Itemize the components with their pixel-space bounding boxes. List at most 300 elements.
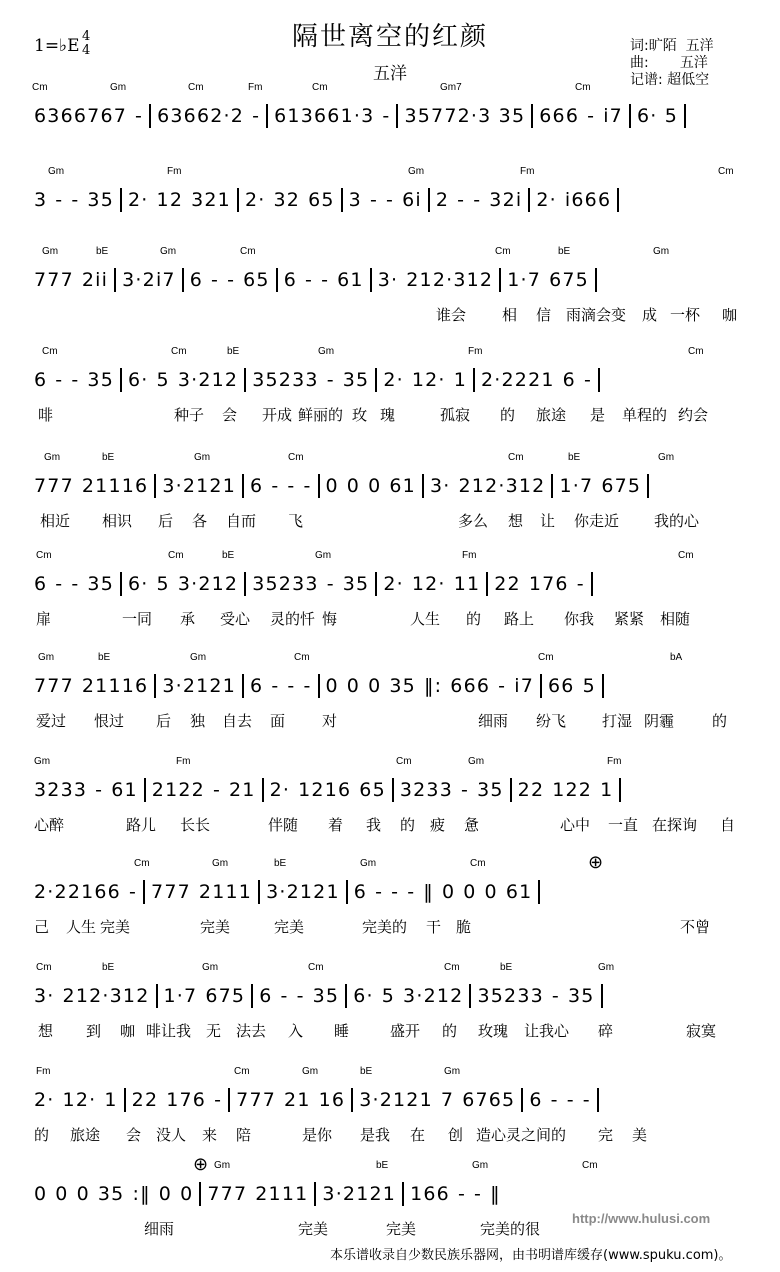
chord-symbol: Gm7 [440, 82, 462, 93]
note-group: - [214, 1088, 223, 1111]
note-group: 6366767 [34, 104, 128, 127]
lyric-line [30, 916, 750, 938]
coda-icon: ⊕ [588, 852, 604, 873]
lyric-word: 会 [126, 1126, 142, 1144]
note-group: - [576, 572, 585, 595]
note-group: 35 [97, 1182, 125, 1205]
singer-name: 五洋 [373, 64, 407, 84]
lyric-word: 多么 [458, 512, 489, 530]
lyric-word: 完美的 [362, 918, 408, 936]
note-group: 2111 [255, 1182, 309, 1205]
lyric-word: 飞 [288, 512, 304, 530]
chord-symbol: Cm [32, 82, 48, 93]
lyric-word: 美 [632, 1126, 648, 1144]
lyric-word: 干 [426, 918, 442, 936]
note-group: 666 [450, 674, 491, 697]
chord-symbol: Gm [653, 246, 670, 257]
note-group: 2·2221 [480, 368, 555, 391]
lyric-word: 会 [222, 406, 238, 424]
source-footer: 本乐谱收录自少数民族乐器网，由书明谱库缓存(www.spuku.com)。 [330, 1248, 732, 1263]
note-group: - [566, 1088, 575, 1111]
jianpu-notes [30, 1182, 750, 1212]
lyric-word: 后 [156, 712, 172, 730]
bar-line [242, 474, 244, 498]
note-group: 65 [359, 778, 386, 801]
coda-icon: ⊕ [193, 1154, 209, 1175]
note-group: 6· [128, 368, 149, 391]
lyric-word: 在 [410, 1126, 426, 1144]
lyric-word: 完美的很 [480, 1220, 541, 1238]
lyric-word: 相近 [40, 512, 71, 530]
lyric-line [30, 608, 750, 630]
chord-symbol: Cm [42, 346, 58, 357]
lyric-word: 承 [180, 610, 196, 628]
chord-symbol: Fm [248, 82, 263, 93]
chord-symbol: Fm [167, 166, 182, 177]
note-group: - [55, 368, 64, 391]
bar-line [551, 474, 553, 498]
lyric-word: 相识 [102, 512, 133, 530]
lyric-word: 心中 [560, 816, 591, 834]
lyric-word: 睡 [334, 1022, 350, 1040]
chord-symbol: Fm [176, 756, 191, 767]
bar-line [473, 368, 475, 392]
chord-symbol: Cm [575, 82, 591, 93]
bar-line [244, 572, 246, 596]
bar-line [156, 984, 158, 1008]
lyric-line [30, 140, 750, 162]
lyric-word: 的 [466, 610, 482, 628]
lyric-word: 受心 [220, 610, 251, 628]
note-group: 176 [528, 572, 569, 595]
note-group: 61 [337, 268, 364, 291]
bar-line [396, 104, 398, 128]
note-group: 3 [34, 188, 48, 211]
lyric-word: 信 [536, 306, 552, 324]
lyric-word: 人生 [66, 918, 97, 936]
bar-line [375, 572, 377, 596]
lyric-line [30, 224, 750, 246]
note-group: 5 [156, 572, 170, 595]
lyric-word: 的 [442, 1022, 458, 1040]
lyric-word: 法去 [236, 1022, 267, 1040]
note-group: - [128, 880, 138, 903]
note-group: 777 [34, 268, 74, 291]
note-group: 5 [582, 674, 596, 697]
chord-symbol: Fm [468, 346, 483, 357]
bar-line [154, 474, 156, 498]
note-group: 666 [539, 104, 580, 127]
lyric-word: 鲜丽的 [298, 406, 344, 424]
chord-symbol: Cm [240, 246, 256, 257]
note-group: 0 [484, 880, 498, 903]
note-group: - [583, 368, 593, 391]
note-group: - [461, 778, 470, 801]
lyric-word: 想 [38, 1022, 54, 1040]
bar-line [114, 268, 116, 292]
bar-line [199, 1182, 201, 1206]
note-group: 1·7 [559, 474, 594, 497]
chord-symbol: Gm [48, 166, 65, 177]
lyric-word: 独 [190, 712, 206, 730]
bar-line [120, 572, 122, 596]
chord-symbol: bE [558, 246, 571, 257]
chord-symbol: bA [670, 652, 683, 663]
note-group: 16 [318, 1088, 346, 1111]
note-group: 3·212 [177, 572, 239, 595]
bar-line [144, 778, 146, 802]
lyric-word: 面 [270, 712, 286, 730]
bar-line [124, 1088, 126, 1112]
lyric-word: 扉 [36, 610, 52, 628]
note-group: - [550, 1088, 559, 1111]
chord-symbol: Gm [468, 756, 485, 767]
chord-line [30, 858, 750, 874]
note-group: - [95, 778, 104, 801]
lyric-word: 陪 [236, 1126, 252, 1144]
lyric-word: 细雨 [478, 712, 509, 730]
chord-line [30, 246, 750, 262]
note-group: 7 [440, 1088, 455, 1111]
bar-line [154, 674, 156, 698]
note-group: ‖: [423, 674, 443, 697]
bar-line [510, 778, 512, 802]
note-group: 35 [389, 674, 416, 697]
note-group: 35 [477, 778, 504, 801]
chord-symbol: bE [568, 452, 581, 463]
note-group: 2111 [198, 880, 253, 903]
chord-symbol: bE [102, 962, 115, 973]
chord-symbol: Cm [288, 452, 304, 463]
chord-symbol: Fm [36, 1066, 51, 1077]
lyric-word: 你我 [564, 610, 595, 628]
chord-line [30, 1066, 750, 1082]
chord-symbol: Gm [315, 550, 332, 561]
key-signature: 1=♭E [34, 36, 80, 56]
note-group: - [498, 674, 507, 697]
chord-symbol: Gm [360, 858, 377, 869]
chord-symbol: Cm [470, 858, 486, 869]
note-group: 0 [368, 674, 382, 697]
lyric-word: 没人 [156, 1126, 187, 1144]
lyric-word: 完美 [386, 1220, 417, 1238]
note-group: - [271, 474, 280, 497]
chord-line [30, 1160, 750, 1176]
lyric-word: 入 [288, 1022, 304, 1040]
bar-line [597, 1088, 599, 1112]
note-group: 6 [283, 268, 298, 291]
chord-line [30, 346, 750, 362]
note-group: 122 [552, 778, 593, 801]
lyric-word: 成 [642, 306, 658, 324]
note-group: 6 [250, 674, 264, 697]
note-group: 0 [55, 1182, 69, 1205]
chord-symbol: Gm [44, 452, 61, 463]
note-group: 6 [353, 880, 368, 903]
chord-symbol: Gm [202, 962, 219, 973]
note-group: - [212, 778, 222, 801]
bar-line [486, 572, 488, 596]
note-group: 0 [463, 880, 477, 903]
note-group: 6· [353, 984, 374, 1007]
note-group: 3· [377, 268, 399, 291]
bar-line [392, 778, 394, 802]
note-group: 3·2121 [162, 474, 237, 497]
bar-line [182, 268, 184, 292]
note-group: - [305, 268, 314, 291]
note-group: - [71, 368, 80, 391]
lyric-word: 是 [590, 406, 606, 424]
note-group: 35 [342, 572, 370, 595]
note-group: ‖ [490, 1182, 501, 1205]
lyric-word: 一杯 [670, 306, 701, 324]
lyric-word: 自去 [222, 712, 253, 730]
lyric-line [30, 710, 750, 732]
lyric-word: 造心灵之间的 [476, 1126, 567, 1144]
chord-symbol: Fm [520, 166, 535, 177]
chord-line [30, 82, 750, 98]
lyric-word: 谁会 [436, 306, 467, 324]
lyric-word: 完美 [298, 1220, 329, 1238]
note-group: 35 [312, 984, 340, 1007]
note-group: - [211, 268, 220, 291]
note-group: 2· [383, 368, 404, 391]
note-group: - [271, 674, 280, 697]
lyric-word: 来 [202, 1126, 218, 1144]
bar-line [629, 104, 631, 128]
note-group: 0 [158, 1182, 173, 1205]
note-group: - [326, 368, 335, 391]
lyric-word: 咖 [722, 306, 738, 324]
chord-symbol: Gm [194, 452, 211, 463]
bar-line [341, 188, 343, 212]
note-group: 675 [549, 268, 589, 291]
note-group: 3· [34, 984, 55, 1007]
lyric-word: 自而 [226, 512, 257, 530]
time-signature-bottom: 4 [82, 43, 91, 58]
chord-symbol: Cm [396, 756, 412, 767]
note-group: 1 [453, 368, 467, 391]
chord-line [30, 166, 750, 182]
lyric-word: 完美 [200, 918, 231, 936]
lyric-word: 紧紧 [614, 610, 645, 628]
note-group: - [386, 188, 395, 211]
lyric-word: 是你 [302, 1126, 333, 1144]
chord-symbol: Gm [598, 962, 615, 973]
note-group: - [369, 188, 379, 211]
lyric-word: 不曾 [680, 918, 711, 936]
lyric-word: 完美 [274, 918, 305, 936]
lyric-line [30, 1124, 750, 1146]
lyric-word: 完美 [100, 918, 131, 936]
chord-symbol: bE [222, 550, 235, 561]
note-group: 2· [269, 778, 291, 801]
note-group: 35 [342, 368, 370, 391]
note-group: 675 [205, 984, 246, 1007]
note-group: i7 [603, 104, 623, 127]
lyric-word: 的 [500, 406, 516, 424]
lyric-word: 打湿 [602, 712, 633, 730]
chord-symbol: Fm [607, 756, 622, 767]
note-group: 2· [34, 1088, 55, 1111]
note-group: 2· [536, 188, 557, 211]
lyric-word: 自 [720, 816, 736, 834]
note-group: 777 [151, 880, 191, 903]
bar-line [538, 880, 540, 904]
note-group: 6· [128, 572, 149, 595]
bar-line [143, 880, 145, 904]
note-group: 65 [243, 268, 270, 291]
jianpu-notes [30, 104, 750, 134]
lyric-word: 单程的 [622, 406, 668, 424]
bar-line [617, 188, 619, 212]
bar-line [428, 188, 430, 212]
note-group: - [473, 188, 482, 211]
bar-line [318, 474, 320, 498]
note-group: 5 [156, 368, 170, 391]
time-signature-top: 4 [82, 29, 91, 44]
note-group: 777 [34, 674, 74, 697]
note-group: 0 [441, 880, 456, 903]
note-group: - [321, 268, 330, 291]
note-group: 6765 [462, 1088, 516, 1111]
lyric-line [30, 510, 750, 532]
note-group: 0 [34, 1182, 48, 1205]
note-group: 12· [411, 368, 446, 391]
note-group: 1216 [298, 778, 352, 801]
lyric-word: 完 [598, 1126, 614, 1144]
note-group: 61 [111, 778, 138, 801]
song-title: 隔世离空的红颜 [291, 22, 488, 52]
credits: 词:旷陌 五洋 曲: 五洋 记谱: 超低空 [630, 38, 714, 88]
lyric-word: 细雨 [144, 1220, 175, 1238]
note-group: 21 [284, 1088, 311, 1111]
bar-line [251, 984, 253, 1008]
lyric-word: 疲 [430, 816, 446, 834]
note-group: 35 [87, 572, 114, 595]
note-group: 0 [325, 474, 339, 497]
chord-symbol: Cm [312, 82, 328, 93]
note-group: 3233 [34, 778, 88, 801]
note-group: 321 [191, 188, 231, 211]
lyric-word: 种子 [174, 406, 205, 424]
chord-line [30, 550, 750, 566]
chord-symbol: Cm [171, 346, 187, 357]
bar-line [422, 474, 424, 498]
note-group: - [303, 674, 312, 697]
note-group: - [287, 674, 296, 697]
lyric-word: 你走近 [574, 512, 620, 530]
note-group: 6 [189, 268, 204, 291]
chord-symbol: Cm [168, 550, 184, 561]
note-group: - [135, 104, 144, 127]
lyric-word: 咖 [120, 1022, 136, 1040]
bar-line [684, 104, 686, 128]
note-group: 777 [34, 474, 74, 497]
note-group: 1·7 [507, 268, 542, 291]
bar-line [531, 104, 533, 128]
lyric-word: 啡让我 [146, 1022, 192, 1040]
jianpu-notes [30, 984, 750, 1014]
note-group: 3·2121 [266, 880, 340, 903]
note-group: 61 [505, 880, 533, 903]
lyric-word: 我 [366, 816, 382, 834]
bar-line [540, 674, 542, 698]
note-group: 12 [156, 188, 184, 211]
note-group: 6 [250, 474, 264, 497]
chord-symbol: Cm [495, 246, 511, 257]
chord-symbol: bE [274, 858, 287, 869]
chord-line [30, 756, 750, 772]
lyric-line [30, 404, 750, 426]
note-group: 63662·2 [157, 104, 245, 127]
jianpu-notes [30, 474, 750, 504]
chord-symbol: bE [376, 1160, 389, 1171]
bar-line [469, 984, 471, 1008]
note-group: 2· [128, 188, 149, 211]
note-group: 166 [410, 1182, 450, 1205]
chord-symbol: Cm [308, 962, 324, 973]
note-group: - [227, 268, 236, 291]
chord-symbol: Cm [36, 550, 52, 561]
lyric-word: 恨过 [94, 712, 125, 730]
chord-symbol: Cm [582, 1160, 598, 1171]
note-group: 0 [346, 674, 361, 697]
chord-symbol: Gm [444, 1066, 461, 1077]
lyric-word: 悔 [322, 610, 338, 628]
note-group: 12· [411, 572, 446, 595]
note-group: 35233 [252, 572, 319, 595]
note-group: 2 [435, 188, 450, 211]
lyric-word: 无 [206, 1022, 222, 1040]
note-group: :‖ [132, 1182, 151, 1205]
note-group: - [407, 880, 416, 903]
note-group: 777 [236, 1088, 277, 1111]
bar-line [528, 188, 530, 212]
note-group: 22 [517, 778, 545, 801]
note-group: 35772·3 35 [404, 104, 526, 127]
bar-line [244, 368, 246, 392]
lyric-word: 人生 [410, 610, 441, 628]
note-group: - [375, 880, 384, 903]
chord-symbol: Gm [110, 82, 127, 93]
chord-symbol: bE [98, 652, 111, 663]
note-group: 66 [548, 674, 575, 697]
bar-line [602, 674, 604, 698]
note-group: 1·7 [163, 984, 198, 1007]
lyric-word: 旅途 [536, 406, 567, 424]
note-group: i7 [514, 674, 534, 697]
bar-line [346, 880, 348, 904]
note-group: - [551, 984, 560, 1007]
chord-symbol: Gm [214, 1160, 231, 1171]
bar-line [591, 572, 593, 596]
note-group: 6 [259, 984, 273, 1007]
lyric-word: 一直 [608, 816, 639, 834]
note-group: 35 [87, 368, 114, 391]
chord-symbol: Gm [408, 166, 425, 177]
bar-line [120, 368, 122, 392]
note-group: 22 [131, 1088, 159, 1111]
note-group: 212·312 [458, 474, 546, 497]
bar-line [314, 1182, 316, 1206]
chord-symbol: bE [96, 246, 109, 257]
note-group: 61 [389, 474, 416, 497]
lyric-line [30, 304, 750, 326]
note-group: 3·2121 [162, 674, 237, 697]
note-group: 0 [346, 474, 361, 497]
chord-symbol: Cm [134, 858, 150, 869]
